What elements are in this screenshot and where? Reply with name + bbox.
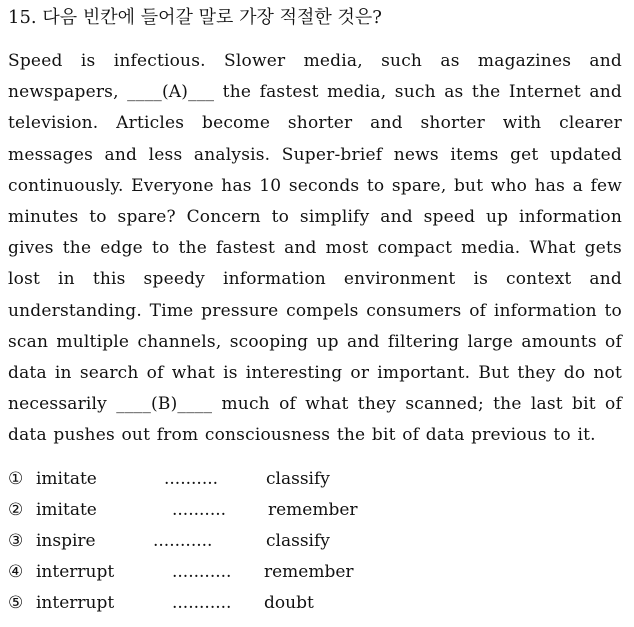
option-number: ③ [8, 531, 24, 552]
option-answer-b: doubt [264, 593, 314, 614]
option-dots: ........... [153, 531, 213, 552]
question-title: 15. 다음 빈칸에 들어갈 말로 가장 적절한 것은? [8, 7, 382, 28]
option-answer-a: imitate [36, 499, 97, 520]
option-3[interactable] [8, 526, 622, 557]
option-2[interactable] [8, 495, 622, 526]
option-4[interactable] [8, 557, 622, 588]
option-dots: ........... [172, 593, 232, 614]
option-number: ① [8, 468, 24, 489]
question-page [8, 4, 622, 620]
option-answer-b: remember [264, 562, 354, 583]
option-answer-b: classify [266, 531, 330, 552]
passage-text: Speed is infectious. Slower media, such as magazines and newspapers, ____(A)___ the fastest media, such as the Internet and television. Articles become shorter and shorter with clearer messages and less analysis. Super-brief news items get updated continuously. Everyone has 10 seconds to spare, but who has a few minutes to spare? Concern to simplify and speed up information gives the edge to the fastest and most compact media. What gets lost in this speedy information environment is context and understanding. Time pressure compels consumers of information to scan multiple channels, scooping up and filtering large amounts of data in search of what is interesting or important. But they do not necessarily ____(B)____ much of what they scanned; the last bit of data pushes out from consciousness the bit of data previous to it. [8, 51, 622, 446]
option-1[interactable] [8, 464, 622, 495]
option-answer-a: imitate [36, 468, 97, 489]
option-answer-a: interrupt [36, 593, 115, 614]
option-number: ② [8, 499, 24, 520]
option-answer-b: remember [268, 499, 358, 520]
option-dots: .......... [164, 468, 219, 489]
option-number: ④ [8, 562, 24, 583]
option-dots: ........... [172, 562, 232, 583]
option-dots: .......... [172, 499, 227, 520]
answer-options [8, 464, 622, 620]
option-number: ⑤ [8, 593, 24, 614]
option-answer-a: interrupt [36, 562, 115, 583]
option-answer-a: inspire [36, 531, 96, 552]
option-answer-b: classify [266, 468, 330, 489]
option-5[interactable] [8, 588, 622, 619]
